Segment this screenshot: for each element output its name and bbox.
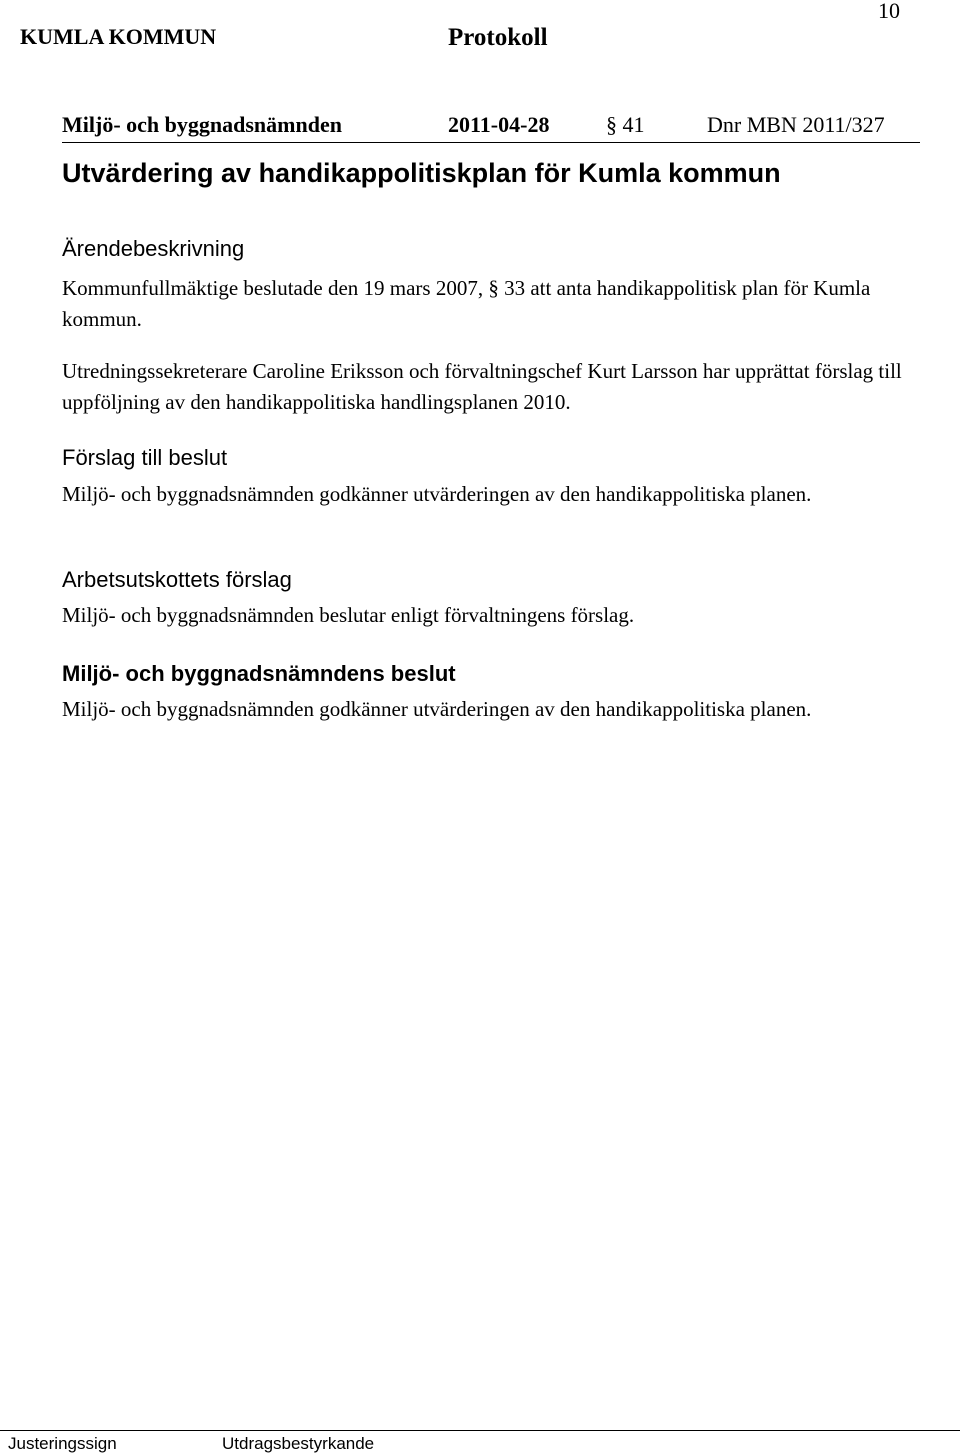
para-arendebeskrivning-2: Utredningssekreterare Caroline Eriksson och förvaltningschef Kurt Larsson har upprättat förslag till uppföljning av den handikappolitiska handlingsplanen 2010. (62, 359, 902, 414)
heading-nämndens-beslut: Miljö- och byggnadsnämndens beslut (62, 661, 456, 686)
organization-name: KUMLA KOMMUN (20, 24, 217, 49)
meta-row (62, 112, 920, 143)
meta-dnr: Dnr MBN 2011/327 (707, 112, 885, 137)
footer-utdragsbestyrkande: Utdragsbestyrkande (222, 1434, 375, 1453)
meta-committee: Miljö- och byggnadsnämnden (62, 112, 342, 137)
heading-arendebeskrivning: Ärendebeskrivning (62, 236, 245, 261)
meta-section: § 41 (606, 112, 645, 137)
para-arendebeskrivning-1: Kommunfullmäktige beslutade den 19 mars 2007, § 33 att anta handikappolitisk plan för Kumla kommun. (62, 276, 871, 331)
footer-justeringssign: Justeringssign (8, 1434, 117, 1453)
heading-arbetsutskottets-forslag: Arbetsutskottets förslag (62, 567, 292, 592)
heading-forslag-till-beslut: Förslag till beslut (62, 445, 228, 470)
document-type: Protokoll (448, 24, 548, 51)
document-title: Utvärdering av handikappolitiskplan för Kumla kommun (62, 158, 781, 188)
page-number: 10 (878, 0, 900, 23)
footer-divider (0, 1430, 960, 1431)
para-forslag-till-beslut: Miljö- och byggnadsnämnden godkänner utvärderingen av den handikappolitiska planen. (62, 482, 812, 506)
para-nämndens-beslut: Miljö- och byggnadsnämnden godkänner utvärderingen av den handikappolitiska planen. (62, 697, 812, 721)
meta-date: 2011-04-28 (448, 112, 550, 137)
para-arbetsutskottets-forslag: Miljö- och byggnadsnämnden beslutar enligt förvaltningens förslag. (62, 603, 635, 627)
